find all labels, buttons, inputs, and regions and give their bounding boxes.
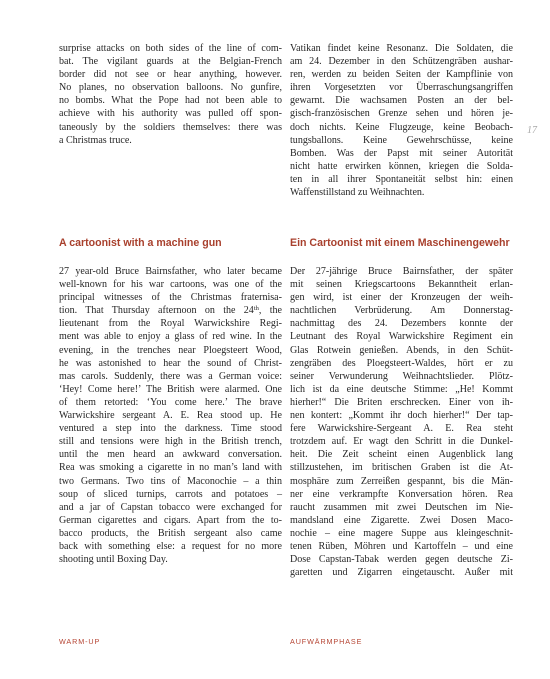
text-line: nachtlichen Verbrüderung. Am Donnerstag- xyxy=(290,305,513,317)
page-number: 17 xyxy=(527,125,537,136)
text-line: mas carols. Suddenly, there was a German voice: xyxy=(59,370,282,382)
text-line: of them retorted: ‘You come here.’ The brave xyxy=(59,396,282,408)
text-line: 27 year-old Bruce Bairnsfather, who later became xyxy=(59,266,282,277)
text-line: gisch-französischen Grenze sehen und hören je- xyxy=(290,108,513,120)
text-line: nachmittag des 24. Dezembers konnte der xyxy=(290,318,513,330)
left-intro-paragraph xyxy=(59,42,282,147)
text-line: gewarnt. Die wachsamen Posten an der bel- xyxy=(290,95,513,107)
text-line: evening, in the trenches near Ploegsteert Wood, xyxy=(59,344,282,356)
text-line: gen wird, ist einer der Kronzeugen der weih- xyxy=(290,292,513,304)
text-line: surprise attacks on both sides of the line of com- xyxy=(59,43,282,54)
text-line: garetten und Zigarren eingetauscht. Außer mit xyxy=(290,567,513,579)
text-line: taneously by the soldiers themselves: there was xyxy=(59,121,282,133)
text-line: border did not see or hear anything, however. xyxy=(59,69,282,81)
text-line: mandsland eine Zigarette. Zwei Dosen Maco- xyxy=(290,514,513,526)
text-line: bat. The vigilant guards at the Belgian-French xyxy=(59,56,282,68)
text-line: soup of sliced turnips, carrots and potatoes – xyxy=(59,488,282,500)
text-line: and a jar of Capstan tobacco were exchanged for xyxy=(59,501,282,513)
text-line: mosphäre zum Zerreißen gespannt, bis die Män- xyxy=(290,475,513,487)
text-line: zengräben des Ploegsteert-Waldes, hört er zu xyxy=(290,357,513,369)
text-line: still and tensions were high in the British trench, xyxy=(59,436,282,448)
text-line: Leutnant des Royal Warwickshire Regiment ein xyxy=(290,331,513,343)
footer-section-label: AUFWÄRMPHASE xyxy=(290,637,363,646)
right-body-paragraph xyxy=(290,265,513,579)
text-line: Waffenstillstand zu Weihnachten. xyxy=(290,187,425,199)
text-line: fere Warwickshire-Sergeant A. E. Rea steht xyxy=(290,423,513,435)
text-line: Vatikan findet keine Resonanz. Die Soldaten, die xyxy=(290,43,513,54)
section-heading: A cartoonist with a machine gun xyxy=(59,237,222,249)
ordinal-suffix: th xyxy=(253,305,259,313)
text-line: he was astonished to hear the sound of Christ- xyxy=(59,357,282,369)
text-line: mit seinen Kriegscartoons Bekanntheit erlan- xyxy=(290,279,513,291)
right-intro-paragraph xyxy=(290,42,513,199)
text-line: Warwickshire sergeant A. E. Rea stood up. He xyxy=(59,410,282,422)
text-line: ventured a step into the darkness. Time stood xyxy=(59,423,282,435)
text-line: doch nichts. Keine Flugzeuge, keine Beobach- xyxy=(290,121,513,133)
text-line: Der 27-jährige Bruce Bairnsfather, der später xyxy=(290,266,513,277)
section-heading: Ein Cartoonist mit einem Maschinengewehr xyxy=(290,237,510,249)
text-line: two Germans. Two tins of Maconochie – a thin xyxy=(59,475,282,487)
text-line: nicht hatte erwirken können, kriegen die Solda- xyxy=(290,160,513,172)
text-line: No planes, no observation balloons. No gunfire, xyxy=(59,82,282,94)
text-fragment: tion. That Thursday afternoon on the 24 xyxy=(59,305,254,317)
text-line: no bombs. What the Pope had not been able to xyxy=(59,95,282,107)
text-line: lieutenant from the Royal Warwickshire Regi- xyxy=(59,318,282,330)
text-line: hierher!“ Die Briten erschrecken. Einer von ih- xyxy=(290,396,513,408)
text-line: ment was able to enjoy a glass of red wine. In the xyxy=(59,331,282,343)
text-line: am 24. Dezember in den Schützengräben aushar- xyxy=(290,56,513,68)
text-line: lich ist da eine deutsche Stimme: „He! Kommt xyxy=(290,383,513,395)
text-line: ner eine verkrampfte Konversation hören. Rea xyxy=(290,488,513,500)
text-line: Bomben. Was der Papst mit seiner Autorität xyxy=(290,147,513,159)
text-line: principal witnesses of the Christmas fraternisa- xyxy=(59,292,282,304)
text-line: Dose Capstan-Tabak werden gegen deutsche Zi- xyxy=(290,554,513,566)
text-fragment: , the xyxy=(258,305,282,317)
text-line: shooting until Boxing Day. xyxy=(59,554,168,566)
text-line: nen kontert: „Kommt ihr doch hierher!“ Der tap- xyxy=(290,410,513,422)
text-line: seiner Verwunderung Weihnachtslieder. Plötz- xyxy=(290,370,513,382)
text-line: Glas Rotwein genießen. Abends, in den Schüt- xyxy=(290,344,513,356)
text-line: trotzdem auf. Er wagt den Schritt in die Dunkel- xyxy=(290,436,513,448)
text-line: ren, werden zu beiden Seiten der Kampflinie von xyxy=(290,69,513,81)
text-line: ihren Vorgesetzten vor Überraschungsangriffen xyxy=(290,82,513,94)
text-line: stillzustehen, im britischen Graben ist die At- xyxy=(290,462,513,474)
text-line: achieve with his authority was pulled off spon- xyxy=(59,108,282,120)
left-body-paragraph xyxy=(59,265,282,566)
text-line: ‘Hey! Come here!’ The British were alarmed. One xyxy=(59,383,282,395)
text-line: well-known for his war cartoons, was one of the xyxy=(59,279,282,291)
text-line: nochie – eine magere Suppe aus kleingeschnit- xyxy=(290,527,513,539)
text-line: heit. Die Zeit scheint einen Augenblick lang xyxy=(290,449,513,461)
text-line: ten in all ihrer Spontaneität selbst hin: einen xyxy=(290,173,513,185)
text-line: Rea was smoking a cigarette in no man’s land with xyxy=(59,462,282,474)
text-line: a Christmas truce. xyxy=(59,134,132,146)
text-line: back with something else: a request for no more xyxy=(59,540,282,552)
footer-section-label: WARM-UP xyxy=(59,637,101,646)
text-line xyxy=(59,304,282,317)
text-line: bacco products, the British sergeant also came xyxy=(59,527,282,539)
text-line: until the men heard an awkward conversation. xyxy=(59,449,282,461)
text-line: tungsballons. Keine Gewehrschüsse, keine xyxy=(290,134,513,146)
text-line: German cigarettes and cigars. Apart from the to- xyxy=(59,514,282,526)
text-line: tenen Rüben, Möhren und Kartoffeln – und eine xyxy=(290,540,513,552)
text-line: raucht zusammen mit zwei Deutschen im Nie- xyxy=(290,501,513,513)
